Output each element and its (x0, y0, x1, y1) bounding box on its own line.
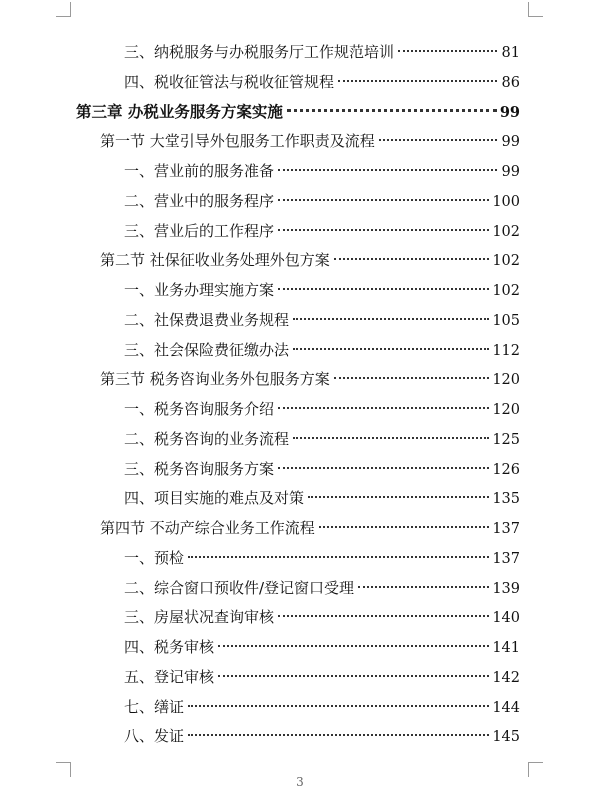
toc-subsection-entry[interactable] (76, 425, 520, 455)
toc-dot-leader (188, 556, 489, 558)
toc-subsection-entry[interactable] (76, 157, 520, 187)
toc-entry-title: 三、营业后的工作程序 (124, 221, 275, 240)
toc-entry-title: 第二节 社保征收业务处理外包方案 (100, 251, 330, 270)
toc-entry-page-number: 102 (492, 223, 520, 240)
toc-dot-leader (278, 407, 489, 409)
toc-dot-leader (278, 467, 489, 469)
toc-entry-page-number: 137 (492, 521, 520, 537)
toc-dot-leader (278, 229, 489, 231)
toc-entry-title: 四、税务审核 (124, 638, 215, 656)
toc-section-entry[interactable] (76, 514, 520, 544)
toc-entry-title: 四、税收征管法与税收征管规程 (124, 72, 335, 91)
toc-section-entry[interactable] (76, 365, 520, 395)
toc-subsection-entry[interactable] (76, 484, 520, 514)
toc-entry-title: 第一节 大堂引导外包服务工作职责及流程 (100, 132, 375, 151)
crop-mark-top-right (528, 2, 543, 17)
toc-subsection-entry[interactable] (76, 187, 520, 217)
page-number: 3 (296, 775, 304, 789)
toc-subsection-entry[interactable] (76, 336, 520, 366)
toc-dot-leader (293, 437, 489, 439)
toc-entry-page-number: 139 (492, 580, 520, 597)
toc-entry-page-number: 112 (492, 342, 520, 359)
toc-entry-page-number: 137 (492, 550, 520, 567)
toc-entry-page-number: 142 (492, 669, 520, 686)
toc-entry-page-number: 125 (492, 431, 520, 448)
toc-entry-title: 一、预检 (124, 548, 185, 567)
toc-subsection-entry[interactable] (76, 455, 520, 485)
toc-dot-leader (334, 258, 490, 260)
toc-subsection-entry[interactable] (76, 217, 520, 247)
toc-subsection-entry[interactable] (76, 38, 520, 68)
toc-entry-page-number: 120 (492, 402, 520, 418)
toc-subsection-entry[interactable] (76, 574, 520, 604)
toc-entry-page-number: 120 (492, 372, 520, 389)
toc-entry-title: 一、业务办理实施方案 (124, 281, 275, 299)
toc-entry-title: 八、发证 (124, 727, 185, 746)
toc-entry-title: 三、纳税服务与办税服务厅工作规范培训 (124, 43, 395, 61)
toc-entry-title: 四、项目实施的难点及对策 (124, 489, 305, 508)
toc-entry-page-number: 100 (492, 193, 520, 210)
toc-entry-page-number: 86 (501, 74, 520, 91)
toc-entry-page-number: 144 (492, 699, 520, 716)
toc-dot-leader (398, 50, 497, 52)
toc-entry-page-number: 99 (501, 134, 520, 151)
toc-subsection-entry[interactable] (76, 722, 520, 752)
toc-entry-title: 第三章 办税业务服务方案实施 (76, 102, 283, 121)
toc-entry-title: 一、营业前的服务准备 (124, 162, 275, 180)
toc-dot-leader (218, 645, 489, 647)
toc-dot-leader (379, 139, 497, 141)
toc-subsection-entry[interactable] (76, 633, 520, 663)
toc-entry-page-number: 126 (492, 461, 520, 478)
toc-subsection-entry[interactable] (76, 68, 520, 98)
toc-entry-title: 五、登记审核 (124, 667, 215, 686)
toc-dot-leader (188, 705, 489, 707)
toc-dot-leader (293, 348, 489, 350)
toc-dot-leader (358, 586, 489, 588)
toc-subsection-entry[interactable] (76, 276, 520, 306)
toc-entry-title: 三、社会保险费征缴办法 (124, 340, 290, 359)
toc-dot-leader (293, 318, 489, 320)
toc-entry-page-number: 99 (501, 164, 520, 180)
toc-entry-title: 第四节 不动产综合业务工作流程 (100, 519, 315, 537)
toc-dot-leader (218, 675, 489, 677)
toc-entry-page-number: 105 (492, 312, 520, 329)
toc-dot-leader (278, 199, 489, 201)
toc-subsection-entry[interactable] (76, 395, 520, 425)
toc-subsection-entry[interactable] (76, 306, 520, 336)
toc-dot-leader (278, 169, 497, 171)
toc-entry-page-number: 140 (492, 610, 520, 627)
toc-entry-page-number: 99 (499, 103, 520, 121)
toc-entry-page-number: 81 (501, 45, 520, 61)
toc-dot-leader (188, 734, 489, 736)
toc-entry-title: 一、税务咨询服务介绍 (124, 400, 275, 418)
toc-entry-title: 七、缮证 (124, 697, 185, 716)
toc-entry-page-number: 102 (492, 253, 520, 270)
toc-entry-page-number: 102 (492, 283, 520, 299)
crop-mark-top-left (56, 2, 71, 17)
toc-section-entry[interactable] (76, 246, 520, 276)
toc-entry-title: 二、综合窗口预收件/登记窗口受理 (124, 578, 355, 597)
toc-entry-title: 三、税务咨询服务方案 (124, 459, 275, 478)
toc-subsection-entry[interactable] (76, 693, 520, 723)
toc-subsection-entry[interactable] (76, 603, 520, 633)
toc-entry-page-number: 145 (492, 729, 520, 746)
toc-dot-leader (338, 80, 497, 82)
toc-dot-leader (278, 288, 489, 290)
toc-dot-leader (308, 496, 489, 498)
toc-dot-leader (319, 526, 490, 528)
toc-dot-leader (334, 377, 490, 379)
toc-subsection-entry[interactable] (76, 544, 520, 574)
toc-dot-leader (287, 109, 497, 112)
toc-entry-page-number: 141 (492, 640, 520, 656)
toc-entry-title: 三、房屋状况查询审核 (124, 608, 275, 627)
toc-subsection-entry[interactable] (76, 663, 520, 693)
toc-entry-page-number: 135 (492, 491, 520, 508)
toc-entry-title: 二、社保费退费业务规程 (124, 310, 290, 329)
toc-dot-leader (278, 615, 489, 617)
toc-section-entry[interactable] (76, 127, 520, 157)
toc-entry-title: 二、营业中的服务程序 (124, 191, 275, 210)
toc-entry-title: 二、税务咨询的业务流程 (124, 429, 290, 448)
toc-entry-title: 第三节 税务咨询业务外包服务方案 (100, 370, 330, 389)
toc-chapter-entry[interactable] (76, 98, 520, 128)
table-of-contents (76, 38, 520, 752)
